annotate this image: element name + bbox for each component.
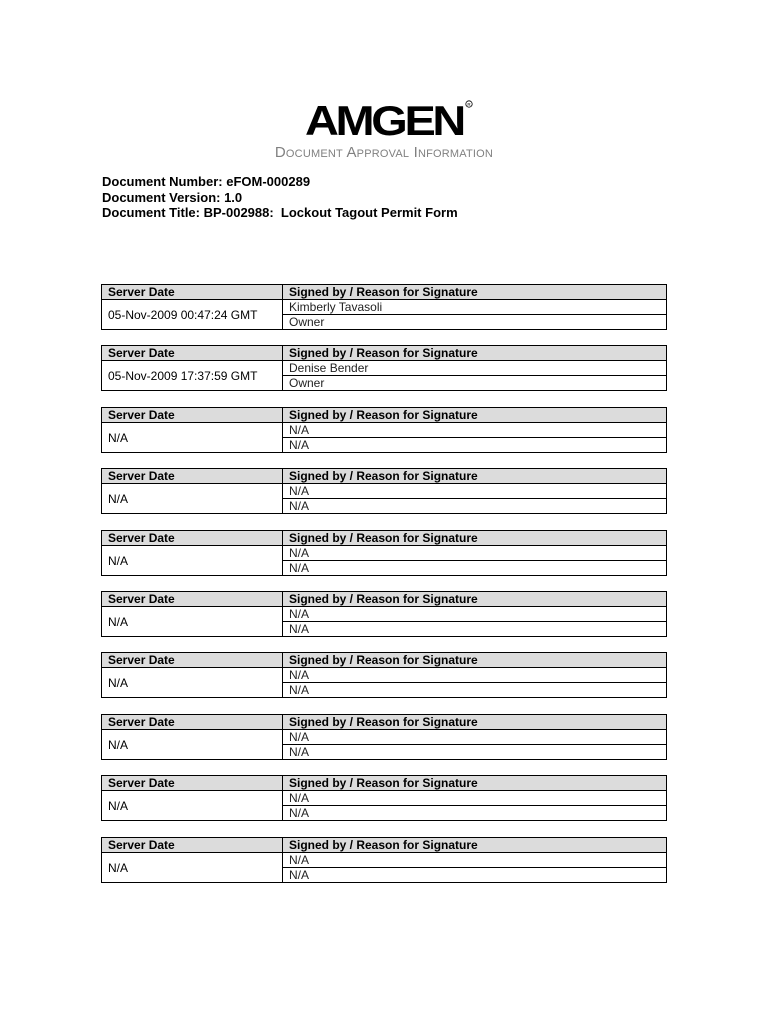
table-row: [102, 607, 667, 622]
signature-table-header: [102, 408, 667, 423]
signature-table: [101, 468, 667, 514]
server-date-header: Server Date: [102, 776, 283, 791]
document-version: Document Version: 1.0: [102, 189, 243, 205]
signature-table-header: [102, 285, 667, 300]
signature-table: [101, 775, 667, 821]
signature-reason: Owner: [283, 315, 667, 330]
page-subtitle: Document Approval Information: [274, 144, 494, 161]
signer-name: N/A: [283, 423, 667, 438]
signature-table-header: [102, 346, 667, 361]
signed-by-header: Signed by / Reason for Signature: [283, 715, 667, 730]
signature-table: [101, 591, 667, 637]
svg-text:R: R: [467, 102, 471, 107]
signed-by-header: Signed by / Reason for Signature: [283, 776, 667, 791]
signed-by-header: Signed by / Reason for Signature: [283, 531, 667, 546]
table-row: [102, 361, 667, 376]
table-row: [102, 791, 667, 806]
signed-by-header: Signed by / Reason for Signature: [283, 838, 667, 853]
table-row: [102, 668, 667, 683]
signature-table: [101, 652, 667, 698]
signature-table: [101, 837, 667, 883]
signer-name: N/A: [283, 730, 667, 745]
table-row: [102, 484, 667, 499]
server-date-header: Server Date: [102, 408, 283, 423]
server-date-header: Server Date: [102, 653, 283, 668]
signature-table: [101, 714, 667, 760]
signer-name: N/A: [283, 484, 667, 499]
document-metadata: [102, 174, 458, 221]
signer-name: N/A: [283, 607, 667, 622]
signature-table-header: [102, 469, 667, 484]
signature-table: [101, 530, 667, 576]
server-date-value: 05-Nov-2009 17:37:59 GMT: [102, 361, 283, 391]
document-title: Document Title: BP-002988: Lockout Tagout Permit Form: [102, 205, 458, 220]
signature-reason: N/A: [283, 745, 667, 760]
signature-table: [101, 284, 667, 330]
signature-reason: Owner: [283, 376, 667, 391]
server-date-header: Server Date: [102, 469, 283, 484]
signer-name: Denise Bender: [283, 361, 667, 376]
server-date-header: Server Date: [102, 838, 283, 853]
server-date-value: N/A: [102, 853, 283, 883]
server-date-value: N/A: [102, 607, 283, 637]
table-row: [102, 730, 667, 745]
amgen-logo: [305, 99, 475, 141]
server-date-header: Server Date: [102, 592, 283, 607]
signature-table-header: [102, 776, 667, 791]
signature-reason: N/A: [283, 806, 667, 821]
server-date-value: 05-Nov-2009 00:47:24 GMT: [102, 300, 283, 330]
signature-reason: N/A: [283, 622, 667, 637]
server-date-value: N/A: [102, 423, 283, 453]
server-date-value: N/A: [102, 730, 283, 760]
signature-table-header: [102, 592, 667, 607]
signature-table: [101, 345, 667, 391]
signature-reason: N/A: [283, 499, 667, 514]
signature-reason: N/A: [283, 438, 667, 453]
signed-by-header: Signed by / Reason for Signature: [283, 469, 667, 484]
signer-name: N/A: [283, 853, 667, 868]
signed-by-header: Signed by / Reason for Signature: [283, 285, 667, 300]
signature-table-header: [102, 838, 667, 853]
signer-name: N/A: [283, 546, 667, 561]
table-row: [102, 423, 667, 438]
signed-by-header: Signed by / Reason for Signature: [283, 408, 667, 423]
signature-reason: N/A: [283, 561, 667, 576]
signature-table-header: [102, 715, 667, 730]
signature-reason: N/A: [283, 868, 667, 883]
signature-reason: N/A: [283, 683, 667, 698]
server-date-value: N/A: [102, 546, 283, 576]
signed-by-header: Signed by / Reason for Signature: [283, 653, 667, 668]
table-row: [102, 300, 667, 315]
server-date-header: Server Date: [102, 715, 283, 730]
signed-by-header: Signed by / Reason for Signature: [283, 592, 667, 607]
document-number: Document Number: eFOM-000289: [102, 174, 311, 189]
signature-table: [101, 407, 667, 453]
logo-wordmark: AMGEN: [305, 99, 464, 141]
signer-name: Kimberly Tavasoli: [283, 300, 667, 315]
signer-name: N/A: [283, 668, 667, 683]
server-date-header: Server Date: [102, 285, 283, 300]
server-date-value: N/A: [102, 484, 283, 514]
server-date-header: Server Date: [102, 346, 283, 361]
table-row: [102, 546, 667, 561]
server-date-value: N/A: [102, 791, 283, 821]
server-date-value: N/A: [102, 668, 283, 698]
table-row: [102, 853, 667, 868]
signed-by-header: Signed by / Reason for Signature: [283, 346, 667, 361]
signature-table-header: [102, 531, 667, 546]
signer-name: N/A: [283, 791, 667, 806]
signature-table-header: [102, 653, 667, 668]
server-date-header: Server Date: [102, 531, 283, 546]
